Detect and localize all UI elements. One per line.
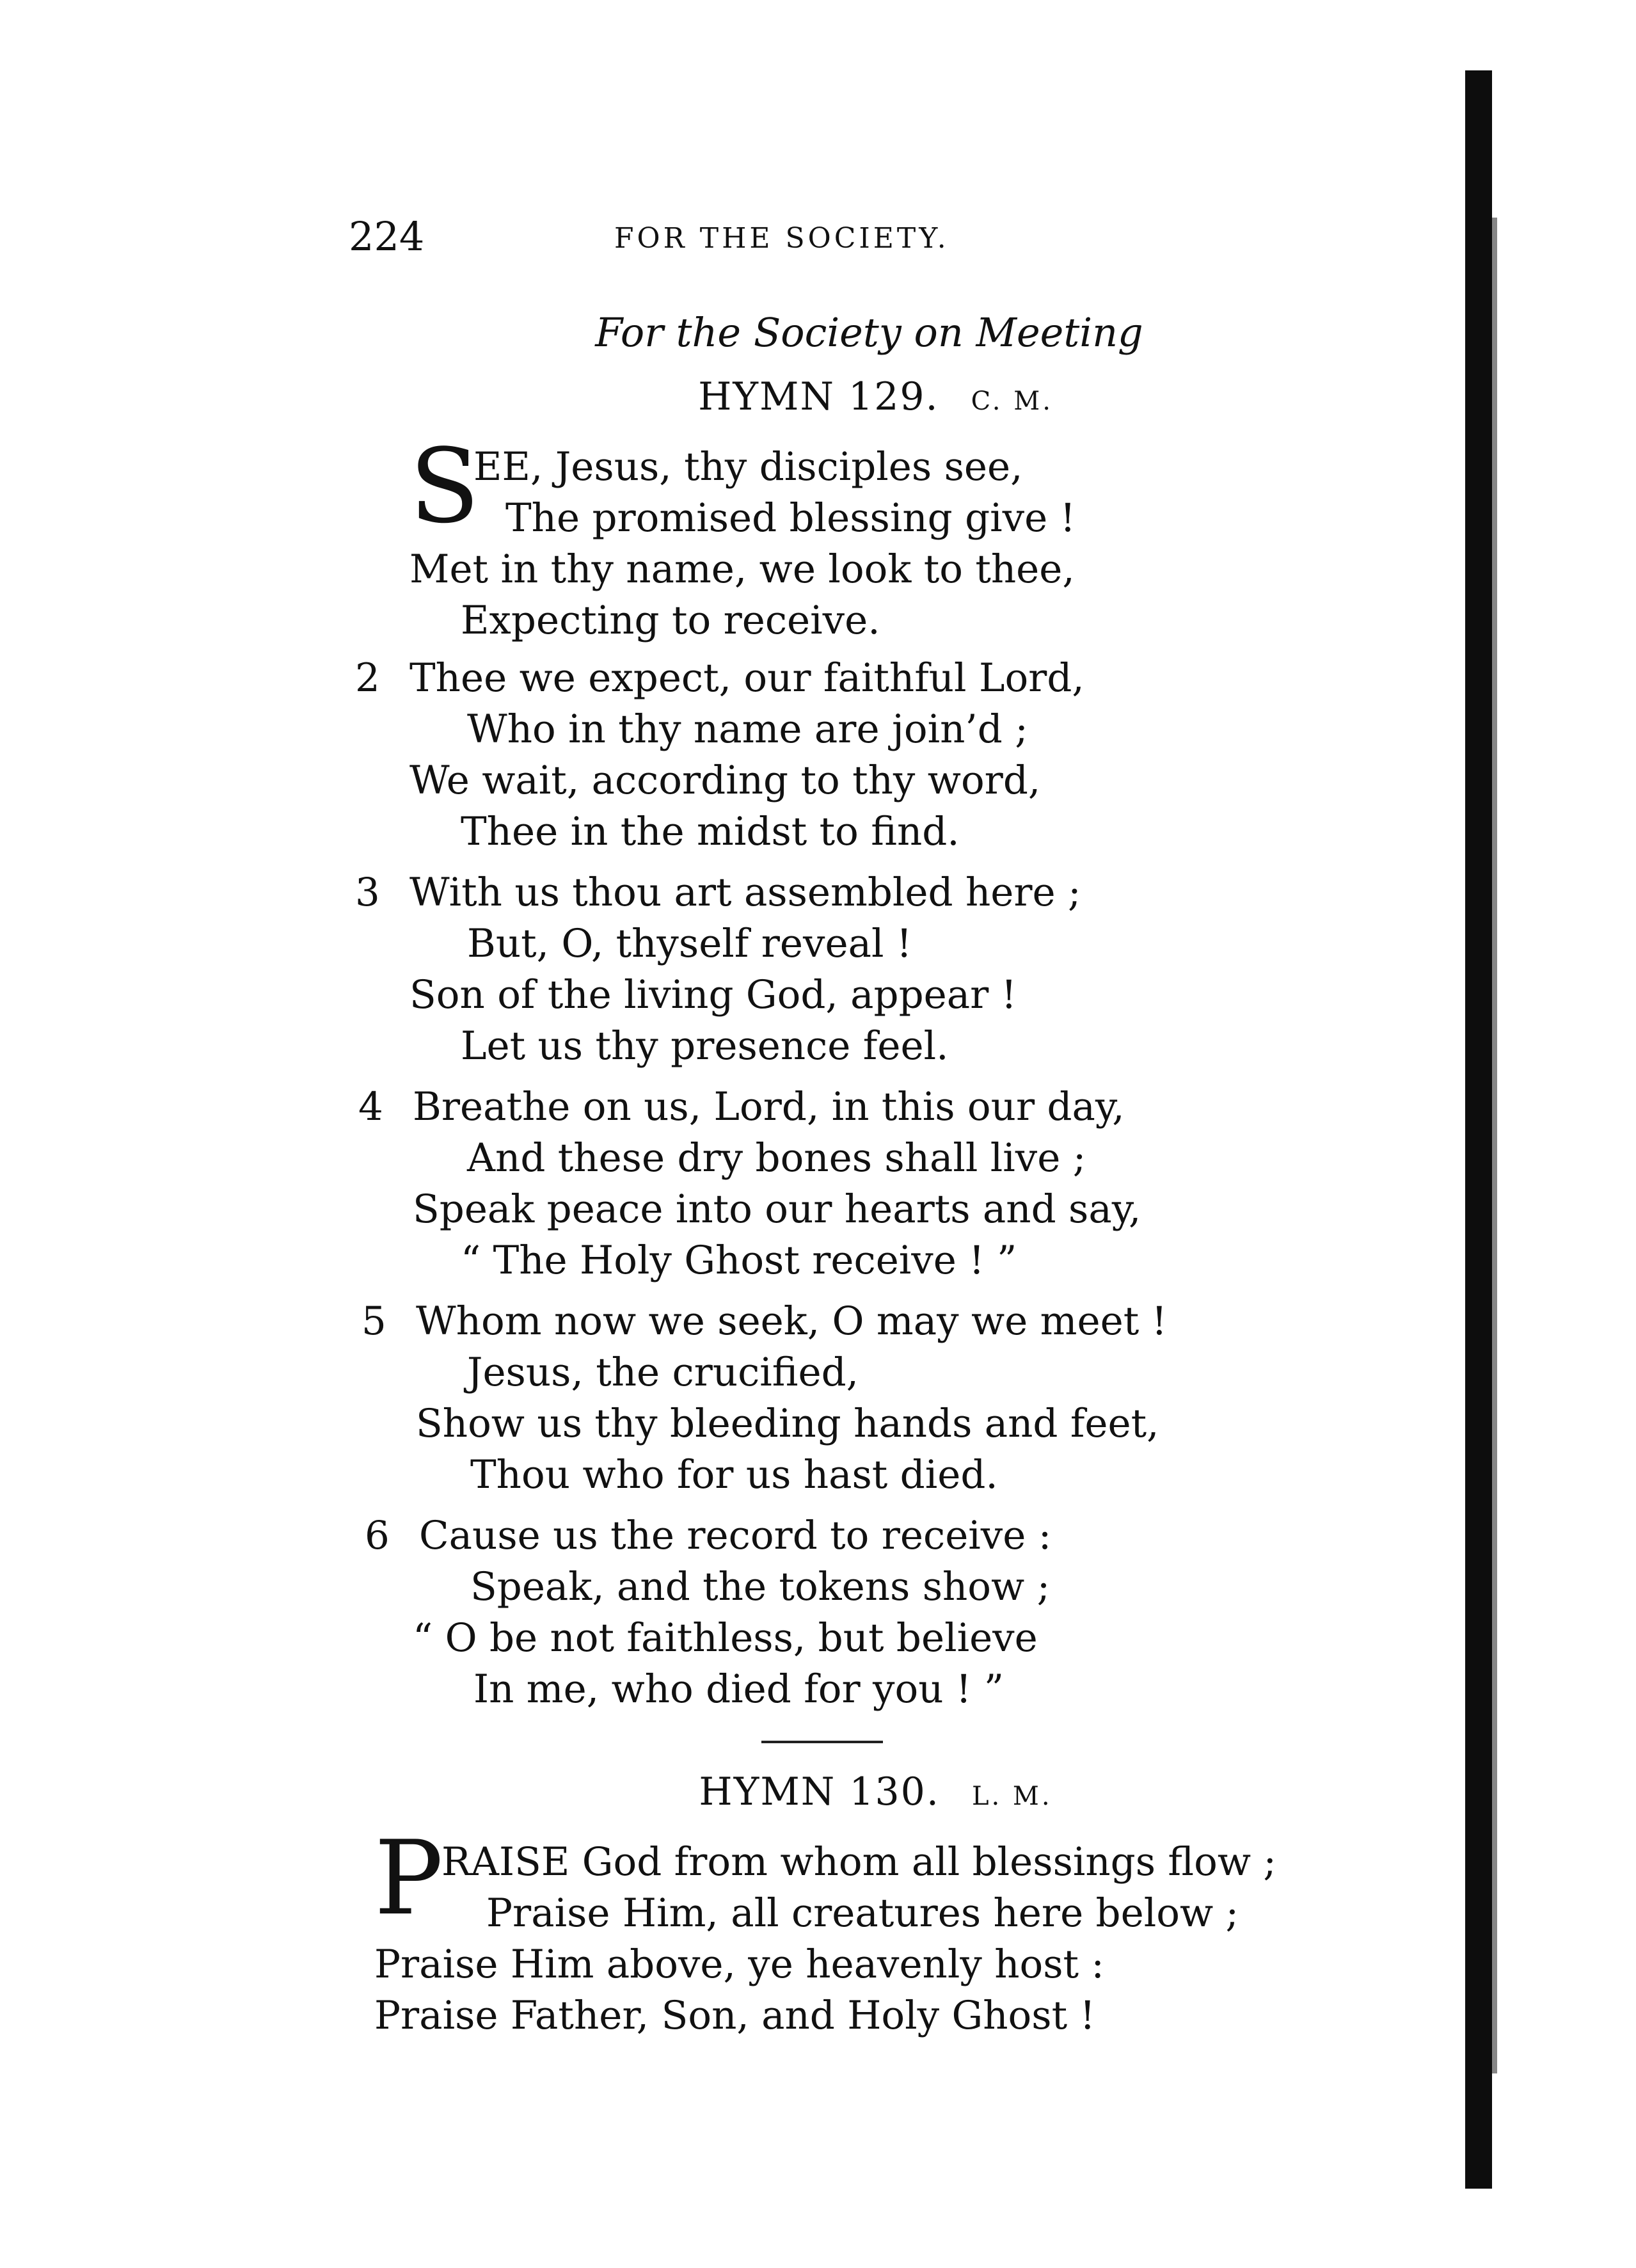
hymn-129-number: HYMN 129. (698, 374, 939, 419)
verse-line: Jesus, the crucified, (467, 1350, 859, 1395)
verse-line: Show us thy bleeding hands and feet, (416, 1401, 1159, 1446)
verse-number: 6 (365, 1513, 390, 1558)
verse-line: Thou who for us hast died. (470, 1452, 998, 1497)
verse-number: 4 (358, 1084, 383, 1130)
drop-cap: P (374, 1818, 443, 1938)
hymn-130-title (0, 1766, 1636, 1822)
verse-line: Whom now we seek, O may we meet ! (416, 1298, 1168, 1344)
verse-line: Breathe on us, Lord, in this our day, (413, 1084, 1125, 1130)
verse-number: 3 (355, 870, 380, 915)
verse-line: Speak peace into our hearts and say, (413, 1186, 1141, 1232)
verse-line: Praise Him, all creatures here below ; (486, 1890, 1239, 1936)
verse-number: 2 (355, 655, 380, 701)
hymn-occasion: For the Society on Meeting (595, 309, 1143, 356)
verse-line: And these dry bones shall live ; (467, 1135, 1086, 1181)
verse-line: Thee we expect, our faithful Lord, (409, 655, 1084, 701)
verse-line: Who in thy name are join’d ; (467, 707, 1028, 752)
running-title: FOR THE SOCIETY. (614, 222, 949, 255)
verse-line: But, O, thyself reveal ! (467, 921, 912, 966)
verse-line: In me, who died for you ! ” (473, 1666, 1005, 1712)
hymn-129-meter: C. M. (971, 387, 1053, 416)
page-header (0, 211, 1636, 269)
verse-line: Expecting to receive. (461, 598, 880, 643)
hymn-130-number: HYMN 130. (699, 1769, 940, 1814)
verse-line: Son of the living God, appear ! (409, 972, 1017, 1018)
hymn-129-title (0, 371, 1636, 427)
section-divider (761, 1741, 883, 1743)
verse-line: Let us thy presence feel. (461, 1023, 949, 1069)
verse-line: “ O be not faithless, but believe (413, 1615, 1038, 1661)
verse-line: Cause us the record to receive : (419, 1513, 1052, 1558)
verse-line: With us thou art assembled here ; (409, 870, 1081, 915)
page-number: 224 (349, 213, 425, 260)
verse-line: We wait, according to thy word, (409, 758, 1041, 803)
verse-line: “ The Holy Ghost receive ! ” (461, 1238, 1017, 1283)
verse-line: Speak, and the tokens show ; (470, 1564, 1051, 1609)
verse-line: The promised blessing give ! (505, 495, 1076, 541)
verse-line: EE, Jesus, thy disciples see, (473, 444, 1023, 490)
verse-line: Met in thy name, we look to thee, (409, 547, 1075, 592)
verse-line: Praise Father, Son, and Holy Ghost ! (374, 1993, 1095, 2038)
verse-line: Praise Him above, ye heavenly host : (374, 1942, 1104, 1987)
drop-cap: S (409, 426, 480, 546)
verse-number: 5 (361, 1298, 386, 1344)
verse-line: Thee in the midst to find. (461, 809, 960, 854)
hymn-130-meter: L. M. (971, 1782, 1052, 1811)
verse-line: RAISE God from whom all blessings flow ; (441, 1839, 1276, 1885)
